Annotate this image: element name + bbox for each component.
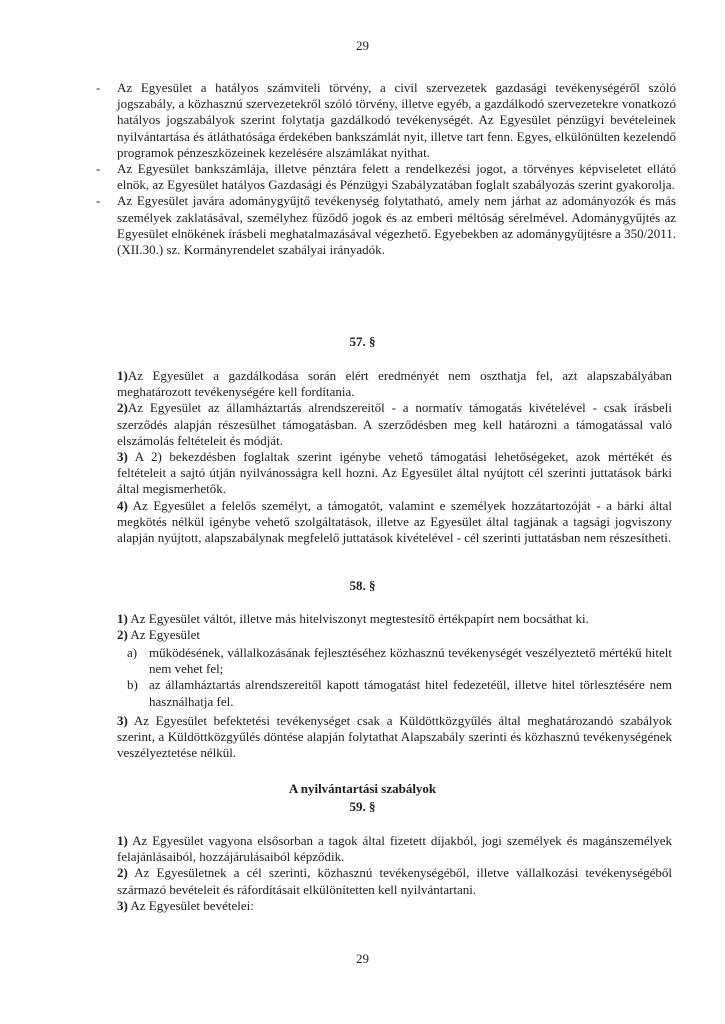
paragraph-text: Az Egyesület a gazdálkodása során elért eredményét nem oszthatja fel, azt alapszabályában meghatározott tevékenységére kell fordítania. — [117, 368, 672, 400]
bullet-dash: - — [96, 161, 101, 177]
paragraph — [117, 400, 672, 449]
section-58-sublist — [127, 645, 672, 710]
sub-item-label: a) — [127, 645, 138, 660]
bullet-list — [96, 80, 676, 258]
paragraph — [117, 898, 672, 914]
section-title-records: A nyilvántartási szabályok — [288, 781, 437, 796]
paragraph — [117, 449, 672, 498]
paragraph-text: Az Egyesület vagyona elsősorban a tagok által fizetett díjakból, jogi személyek és magánszemélyek felajánlásaiból, hozzájárulásaiból képződik. — [117, 833, 672, 865]
paragraph-text: A 2) bekezdésben foglaltak szerint igénybe vehető támogatási lehetőségeket, azok mértékét és feltételeit a sajtó útján nyilvánosságra kell hozni. Az Egyesület által nyújtott cél szerinti juttatások bárki által megismerhetők. — [117, 449, 672, 497]
bullet-item — [96, 80, 676, 161]
sub-item-text: működésének, vállalkozásának fejlesztéséhez közhasznú tevékenységét veszélyeztető mértékű hitelt nem vehet fel; — [149, 645, 672, 677]
paragraph-text: Az Egyesület — [127, 627, 201, 643]
bullet-text: Az Egyesület javára adománygyűjtő tevékenység folytatható, amely nem járhat az adományozók és más személyek zaklatásával, személyhez fűződő jogok és az emberi méltóság sérelmével. Adománygyűjtés az Egyesület elnökének írásbeli meghatalmazásával végezhető. Egyebekben az adománygyűjtésre a 350/2011. (XII.30.) sz. Kormányrendelet szabályai irányadók. — [117, 193, 676, 258]
page-number-bottom: 29 — [356, 951, 369, 966]
sub-item — [127, 645, 672, 677]
paragraph-text: Az Egyesület váltót, illetve más hitelviszonyt megtestesítő értékpapírt nem bocsáthat ki. — [127, 611, 589, 626]
paragraph-number: 3) — [117, 449, 128, 465]
paragraph-number: 2) — [117, 865, 128, 881]
paragraph-number: 2) — [117, 400, 128, 416]
paragraph-number: 1) — [117, 368, 128, 383]
paragraph-number: 1) — [117, 611, 128, 626]
paragraph-text: Az Egyesület a felelős személyt, a támogatót, valamint e személyek hozzátartozóját - a bárki által megkötés nélkül igénybe vehető szolgáltatások, illetve az Egyesület által tagjának a tagsági jogviszony alapján nyújtott, alapszabálynak megfelelő juttatások kivételével - cél szerinti juttatásban nem részesítheti. — [117, 497, 672, 546]
paragraph-text: Az Egyesület az államháztartás alrendszereitől - a normatív támogatás kivételével - csak írásbeli szerződés alapján részesülhet támogatásban. A szerződésben meg kell határozni a támogatással való elszámolás feltételeit és módját. — [117, 400, 672, 448]
section-heading-57: 57. § — [349, 334, 376, 349]
paragraph-number: 1) — [117, 833, 128, 848]
paragraph — [117, 713, 672, 762]
paragraph-text: Az Egyesületnek a cél szerinti, közhasznú tevékenységéből, illetve vállalkozási tevékenységéből származó bevételeit és ráfordításait elkülönítetten kell nyilvántartani. — [117, 865, 672, 897]
sub-item — [127, 677, 672, 709]
paragraph — [117, 833, 672, 865]
paragraph-number: 3) — [117, 897, 128, 913]
paragraph-number: 3) — [117, 713, 128, 728]
section-58-outro — [117, 713, 672, 762]
paragraph-text: Az Egyesület bevételei: — [127, 897, 254, 913]
bullet-text: Az Egyesület bankszámlája, illetve pénztára felett a rendelkezési jogot, a törvényes képviseletet ellátó elnök, az Egyesület hatályos Gazdasági és Pénzügyi Szabályzatában foglalt szabályozás szerint gyakorolja. — [117, 161, 676, 193]
sub-item-text: az államháztartás alrendszereitől kapott támogatást hitel fedezetéül, illetve hitel törlesztésére nem használhatja fel. — [149, 677, 672, 709]
bullet-dash: - — [96, 80, 101, 95]
section-58-intro — [117, 611, 672, 643]
section-heading-58: 58. § — [349, 578, 376, 593]
sub-item-label: b) — [127, 677, 138, 693]
paragraph-number: 4) — [117, 497, 128, 513]
bullet-item — [96, 161, 676, 193]
paragraph-number: 2) — [117, 627, 128, 643]
paragraph — [117, 627, 672, 643]
section-59-body — [117, 833, 672, 914]
bullet-dash: - — [96, 193, 101, 209]
section-heading-59: 59. § — [349, 799, 376, 814]
section-57-body — [117, 368, 672, 546]
page-number-top: 29 — [356, 38, 369, 53]
bullet-text: Az Egyesület a hatályos számviteli törvény, a civil szervezetek gazdasági tevékenységéről szóló jogszabály, a közhasznú szervezetekről szóló törvény, illetve egyéb, a gazdálkodó szervezetekre vonatkozó hatályos jogszabályok szerint folytatja gazdálkodó tevékenységét. Az Egyesület pénzügyi bevételeinek nyilvántartása és átláthatósága érdekében bankszámlát nyit, illetve tart fenn. Egyes, elkülönülten kezelendő programok pénzeszközeinek kezelésére alszámlákat nyithat. — [117, 80, 676, 160]
paragraph — [117, 498, 672, 547]
paragraph — [117, 611, 672, 627]
paragraph — [117, 865, 672, 897]
paragraph — [117, 368, 672, 400]
paragraph-text: Az Egyesület befektetési tevékenységet csak a Küldöttközgyűlés által meghatározandó szabályok szerint, a Küldöttközgyűlés döntése alapján folytathat Alapszabály szerinti és közhasznú tevékenységének veszélyeztetése nélkül. — [117, 713, 672, 761]
bullet-item — [96, 193, 676, 258]
